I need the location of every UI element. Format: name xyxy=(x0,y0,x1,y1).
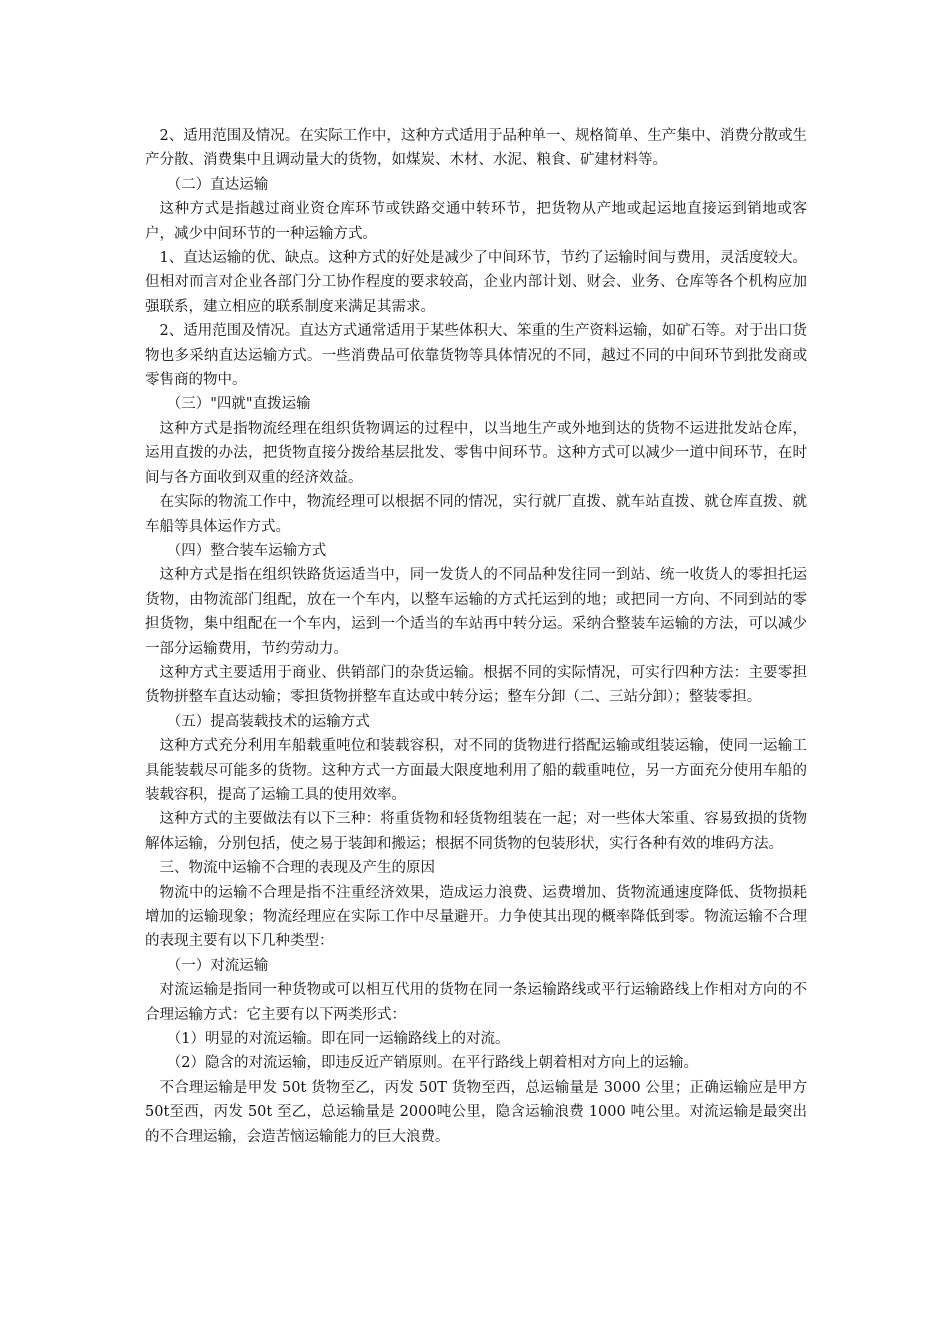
section-heading: （一）对流运输 xyxy=(166,957,269,974)
paragraph: 2、适用范围及情况。直达方式通常适用于某些体积大、笨重的生产资料运输，如矿石等。对于出口货物也多采纳直达运输方式。一些消费品可依靠货物等具体情况的不同，越过不同的中间环节到批发商或零售商的物中。 xyxy=(145,323,807,389)
list-item: （1）明显的对流运输。即在同一运输路线上的对流。 xyxy=(166,1031,510,1048)
list-item: （2）隐含的对流运输，即违反近产销原则。在平行路线上朝着相对方向上的运输。 xyxy=(166,1055,698,1072)
paragraph: 1、直达运输的优、缺点。这种方式的好处是减少了中间环节，节约了运输时间与费用，灵活度较大。但相对而言对企业各部门分工协作程度的要求较高，企业内部计划、财会、业务、仓库等各个机构应加强联系，建立相应的联系制度来满足其需求。 xyxy=(145,250,807,315)
paragraph: 物流中的运输不合理是指不注重经济效果，造成运力浪费、运费增加、货物流通速度降低、货物损耗增加的运输现象；物流经理应在实际工作中尽量避开。力争使其出现的概率降低到零。物流运输不合理的表现主要有以下几种类型： xyxy=(145,884,807,950)
paragraph: 这种方式充分利用车船载重吨位和装载容积，对不同的货物进行搭配运输或组装运输，使同一运输工具能装载尽可能多的货物。这种方式一方面最大限度地利用了船的载重吨位，另一方面充分使用车船的装载容积，提高了运输工具的使用效率。 xyxy=(145,738,807,803)
chapter-heading: 三、物流中运输不合理的表现及产生的原因 xyxy=(159,860,435,877)
paragraph: 不合理运输是甲发 50t 货物至乙，丙发 50T 货物至西，总运输量是 3000 公里；正确运输应是甲方 50t至西，丙发 50t 至乙，总运输量是 2000吨公里，隐含运输浪费 1000 吨公里。对流运输是最突出的不合理运输，会造苦恼运输能力的巨大浪费。 xyxy=(145,1079,807,1145)
section-heading: （五）提高装载技术的运输方式 xyxy=(166,713,370,730)
section-heading: （二）直达运输 xyxy=(166,176,269,193)
paragraph: 在实际的物流工作中，物流经理可以根据不同的情况，实行就厂直拨、就车站直拨、就仓库直拨、就车船等具体运作方式。 xyxy=(145,494,807,535)
paragraph: 对流运输是指同一种货物或可以相互代用的货物在同一条运输路线或平行运输路线上作相对方向的不合理运输方式：它主要有以下两类形式： xyxy=(145,982,807,1023)
paragraph: 这种方式是指在组织铁路货运适当中，同一发货人的不同品种发往同一到站、统一收货人的零担托运货物，由物流部门组配，放在一个车内，以整车运输的方式托运到的地；或把同一方向、不同到站的零担货物，集中组配在一个车内，运到一个适当的车站再中转分运。采纳合整装车运输的方法，可以减少一部分运输费用，节约劳动力。 xyxy=(145,567,807,657)
paragraph: 这种方式是指物流经理在组织货物调运的过程中，以当地生产或外地到达的货物不运进批发站仓库，运用直拨的办法，把货物直接分拨给基层批发、零售中间环节。这种方式可以减少一道中间环节，在时间与各方面收到双重的经济效益。 xyxy=(145,420,807,486)
paragraph: 这种方式的主要做法有以下三种：将重货物和轻货物组装在一起；对一些体大笨重、容易致损的货物解体运输，分别包括，使之易于装卸和搬运；根据不同货物的包装形状，实行各种有效的堆码方法。 xyxy=(145,811,807,852)
document-body xyxy=(145,124,807,1149)
section-heading: （三）"四就"直拨运输 xyxy=(166,396,311,413)
paragraph: 这种方式主要适用于商业、供销部门的杂货运输。根据不同的实际情况，可实行四种方法：主要零担货物拼整车直达动输；零担货物拼整车直达或中转分运；整车分卸（二、三站分卸）；整装零担。 xyxy=(145,664,807,706)
section-heading: （四）整合装车运输方式 xyxy=(166,542,327,559)
paragraph: 2、适用范围及情况。在实际工作中，这种方式适用于品种单一、规格简单、生产集中、消费分散或生产分散、消费集中且调动量大的货物，如煤炭、木材、水泥、粮食、矿建材料等。 xyxy=(145,128,807,169)
paragraph: 这种方式是指越过商业资仓库环节或铁路交通中转环节，把货物从产地或起运地直接运到销地或客户，减少中间环节的一种运输方式。 xyxy=(145,201,807,242)
